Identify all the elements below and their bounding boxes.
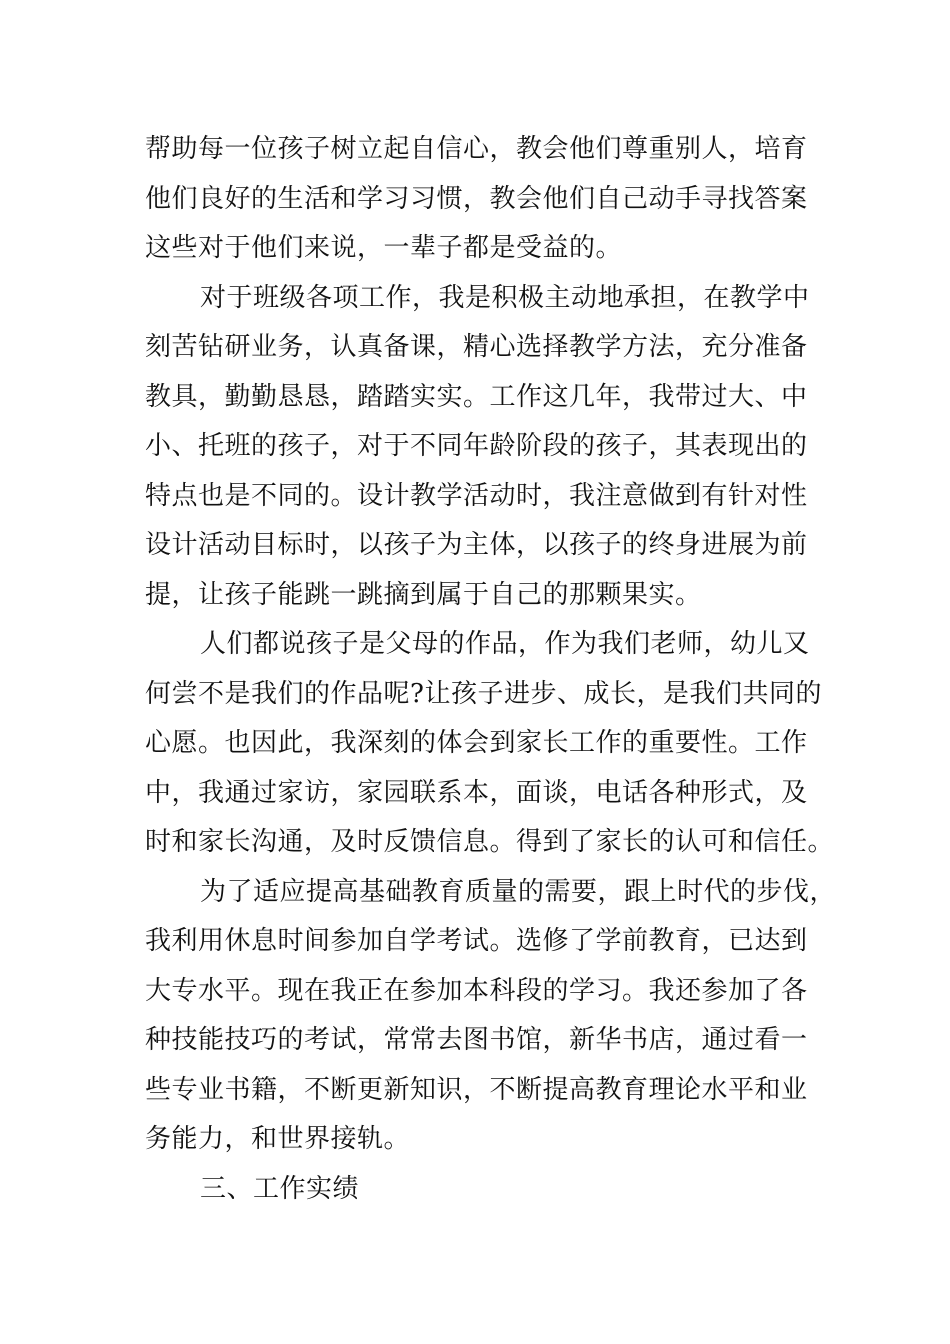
text-line: 这些对于他们来说，一辈子都是受益的。 — [145, 233, 623, 263]
text-line: 大专水平。现在我正在参加本科段的学习。我还参加了各 — [145, 975, 808, 1006]
paragraph-first-line: 对于班级各项工作，我是积极主动地承担，在教学中 — [200, 282, 810, 313]
text-line: 特点也是不同的。设计教学活动时，我注意做到有针对性 — [145, 480, 808, 511]
paragraph-first-line: 为了适应提高基础教育质量的需要，跟上时代的步伐， — [200, 876, 837, 907]
text-line: 教具，勤勤恳恳，踏踏实实。工作这几年，我带过大、中 — [145, 381, 808, 412]
text-line: 时和家长沟通，及时反馈信息。得到了家长的认可和信任。 — [145, 827, 835, 857]
text-line: 种技能技巧的考试，常常去图书馆，新华书店，通过看一 — [145, 1025, 808, 1055]
text-line: 务能力，和世界接轨。 — [145, 1124, 411, 1154]
text-line: 中，我通过家访，家园联系本，面谈，电话各种形式，及 — [145, 777, 808, 808]
text-line: 提，让孩子能跳一跳摘到属于自己的那颗果实。 — [145, 579, 702, 610]
text-line: 心愿。也因此，我深刻的体会到家长工作的重要性。工作 — [145, 728, 808, 758]
section-heading: 三、工作实绩 — [200, 1173, 360, 1204]
text-line: 刻苦钻研业务，认真备课，精心选择教学方法，充分准备 — [145, 332, 808, 362]
text-line: 我利用休息时间参加自学考试。选修了学前教育，已达到 — [145, 926, 808, 956]
text-line: 小、托班的孩子，对于不同年龄阶段的孩子，其表现出的 — [145, 431, 808, 461]
text-line: 他们良好的生活和学习习惯，教会他们自己动手寻找答案 — [145, 183, 808, 214]
text-line: 设计活动目标时，以孩子为主体，以孩子的终身进展为前 — [145, 530, 808, 560]
text-line: 何尝不是我们的作品呢?让孩子进步、成长，是我们共同的 — [145, 678, 822, 709]
text-line: 帮助每一位孩子树立起自信心，教会他们尊重别人，培育 — [145, 134, 808, 164]
body-text — [145, 125, 837, 1214]
text-line: 些专业书籍，不断更新知识，不断提高教育理论水平和业 — [145, 1074, 808, 1105]
paragraph-first-line: 人们都说孩子是父母的作品，作为我们老师，幼儿又 — [200, 629, 810, 659]
